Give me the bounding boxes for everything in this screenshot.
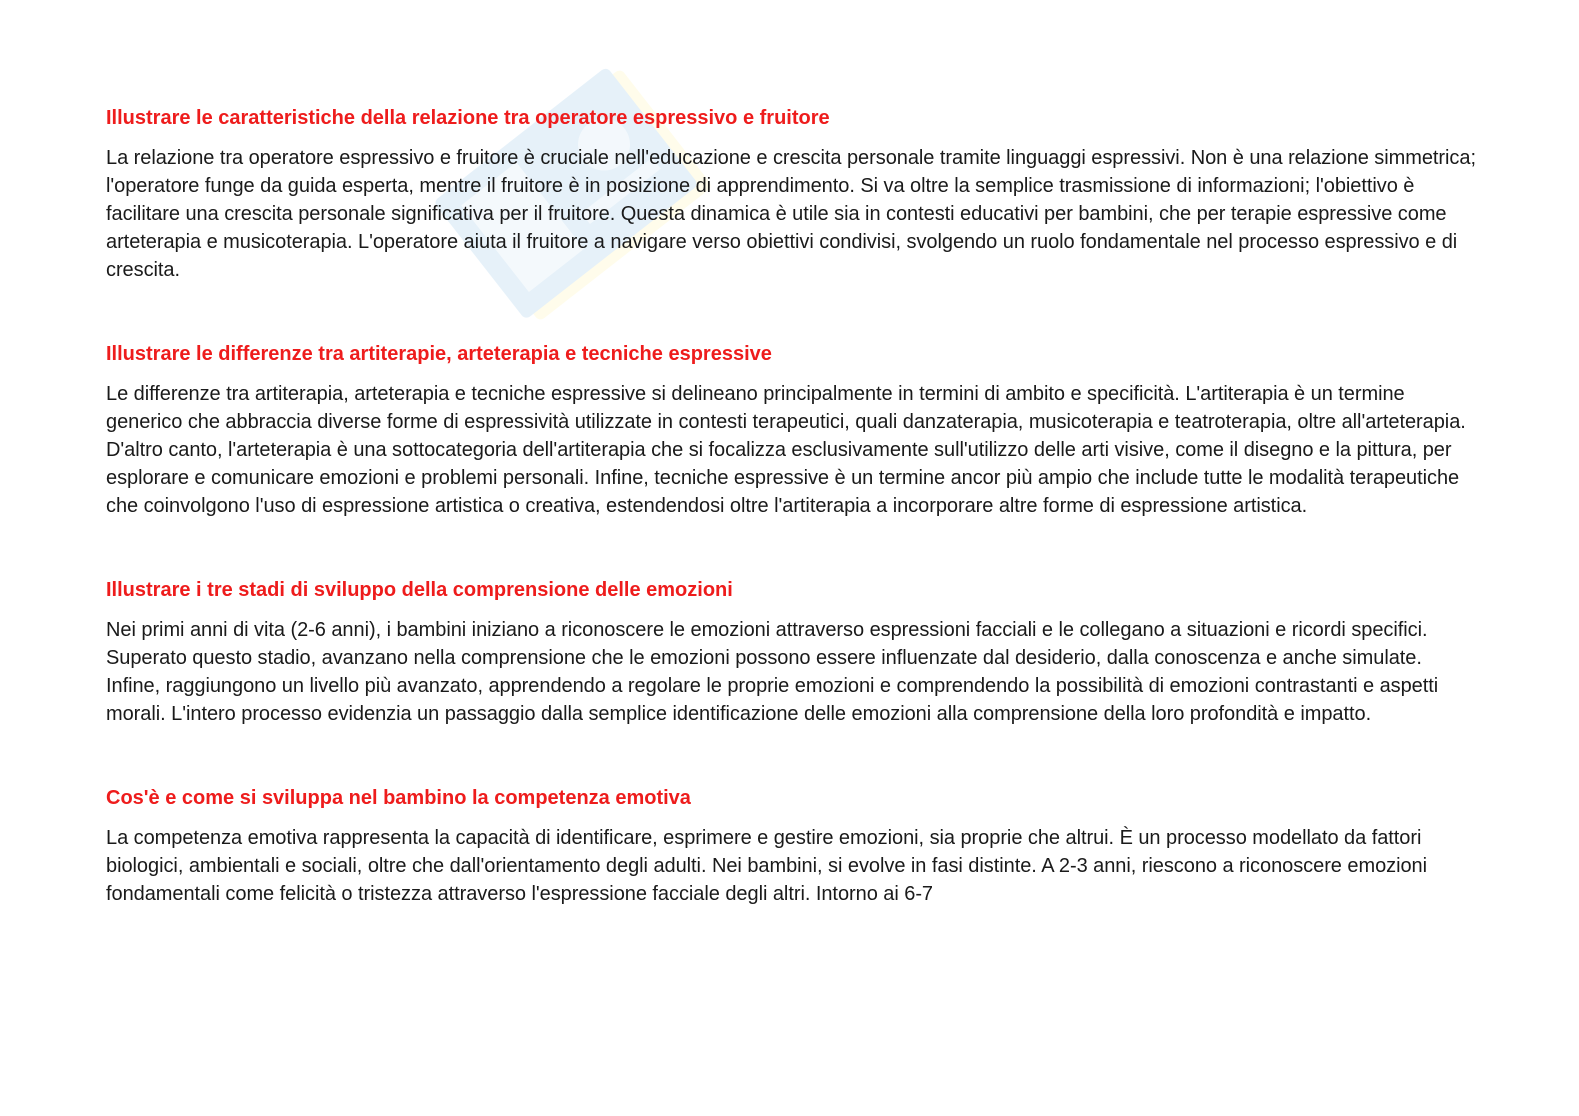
section-body: Le differenze tra artiterapia, arteterapia e tecniche espressive si delineano principalmente in termini di ambito e specificità. L'artiterapia è un termine generico che abbraccia diverse forme di espressività utilizzate in contesti terapeutici, quali danzaterapia, musicoterapia e teatroterapia, oltre all'arteterapia. D'altro canto, l'arteterapia è una sottocategoria dell'artiterapia che si focalizza esclusivamente sull'utilizzo delle arti visive, come il disegno e la pittura, per esplorare e comunicare emozioni e problemi personali. Infine, tecniche espressive è un termine ancor più ampio che include tutte le modalità terapeutiche che coinvolgono l'uso di espressione artistica o creativa, estendendosi oltre l'artiterapia a incorporare altre forme di espressione artistica.	[106, 383, 1466, 517]
section-heading: Illustrare le caratteristiche della relazione tra operatore espressivo e fruitore	[106, 107, 830, 129]
section-competenza-emotiva	[106, 784, 1476, 908]
section-body: La relazione tra operatore espressivo e fruitore è cruciale nell'educazione e crescita personale tramite linguaggi espressivi. Non è una relazione simmetrica; l'operatore funge da guida esperta, mentre il fruitore è in posizione di apprendimento. Si va oltre la semplice trasmissione di informazioni; l'obiettivo è facilitare una crescita personale significativa per il fruitore. Questa dinamica è utile sia in contesti educativi per bambini, che per terapie espressive come arteterapia e musicoterapia. L'operatore aiuta il fruitore a navigare verso obiettivi condivisi, svolgendo un ruolo fondamentale nel processo espressivo e di crescita.	[106, 147, 1476, 281]
document-page	[106, 104, 1476, 908]
section-stadi-emozioni	[106, 576, 1476, 728]
section-heading: Illustrare le differenze tra artiterapie, arteterapia e tecniche espressive	[106, 343, 772, 365]
section-heading: Cos'è e come si sviluppa nel bambino la competenza emotiva	[106, 787, 691, 809]
section-body: La competenza emotiva rappresenta la capacità di identificare, esprimere e gestire emozioni, sia proprie che altrui. È un processo modellato da fattori biologici, ambientali e sociali, oltre che dall'orientamento degli adulti. Nei bambini, si evolve in fasi distinte. A 2-3 anni, riescono a riconoscere emozioni fondamentali come felicità o tristezza attraverso l'espressione facciale degli altri. Intorno ai 6-7	[106, 827, 1428, 905]
section-body: Nei primi anni di vita (2-6 anni), i bambini iniziano a riconoscere le emozioni attraverso espressioni facciali e le collegano a situazioni e ricordi specifici. Superato questo stadio, avanzano nella comprensione che le emozioni possono essere influenzate dal desiderio, dalla conoscenza e anche simulate. Infine, raggiungono un livello più avanzato, apprendendo a regolare le proprie emozioni e comprendendo la possibilità di emozioni contrastanti e aspetti morali. L'intero processo evidenzia un passaggio dalla semplice identificazione delle emozioni alla comprensione della loro profondità e impatto.	[106, 619, 1439, 725]
section-differenze	[106, 340, 1476, 520]
section-heading: Illustrare i tre stadi di sviluppo della comprensione delle emozioni	[106, 579, 733, 601]
section-relazione	[106, 104, 1476, 284]
